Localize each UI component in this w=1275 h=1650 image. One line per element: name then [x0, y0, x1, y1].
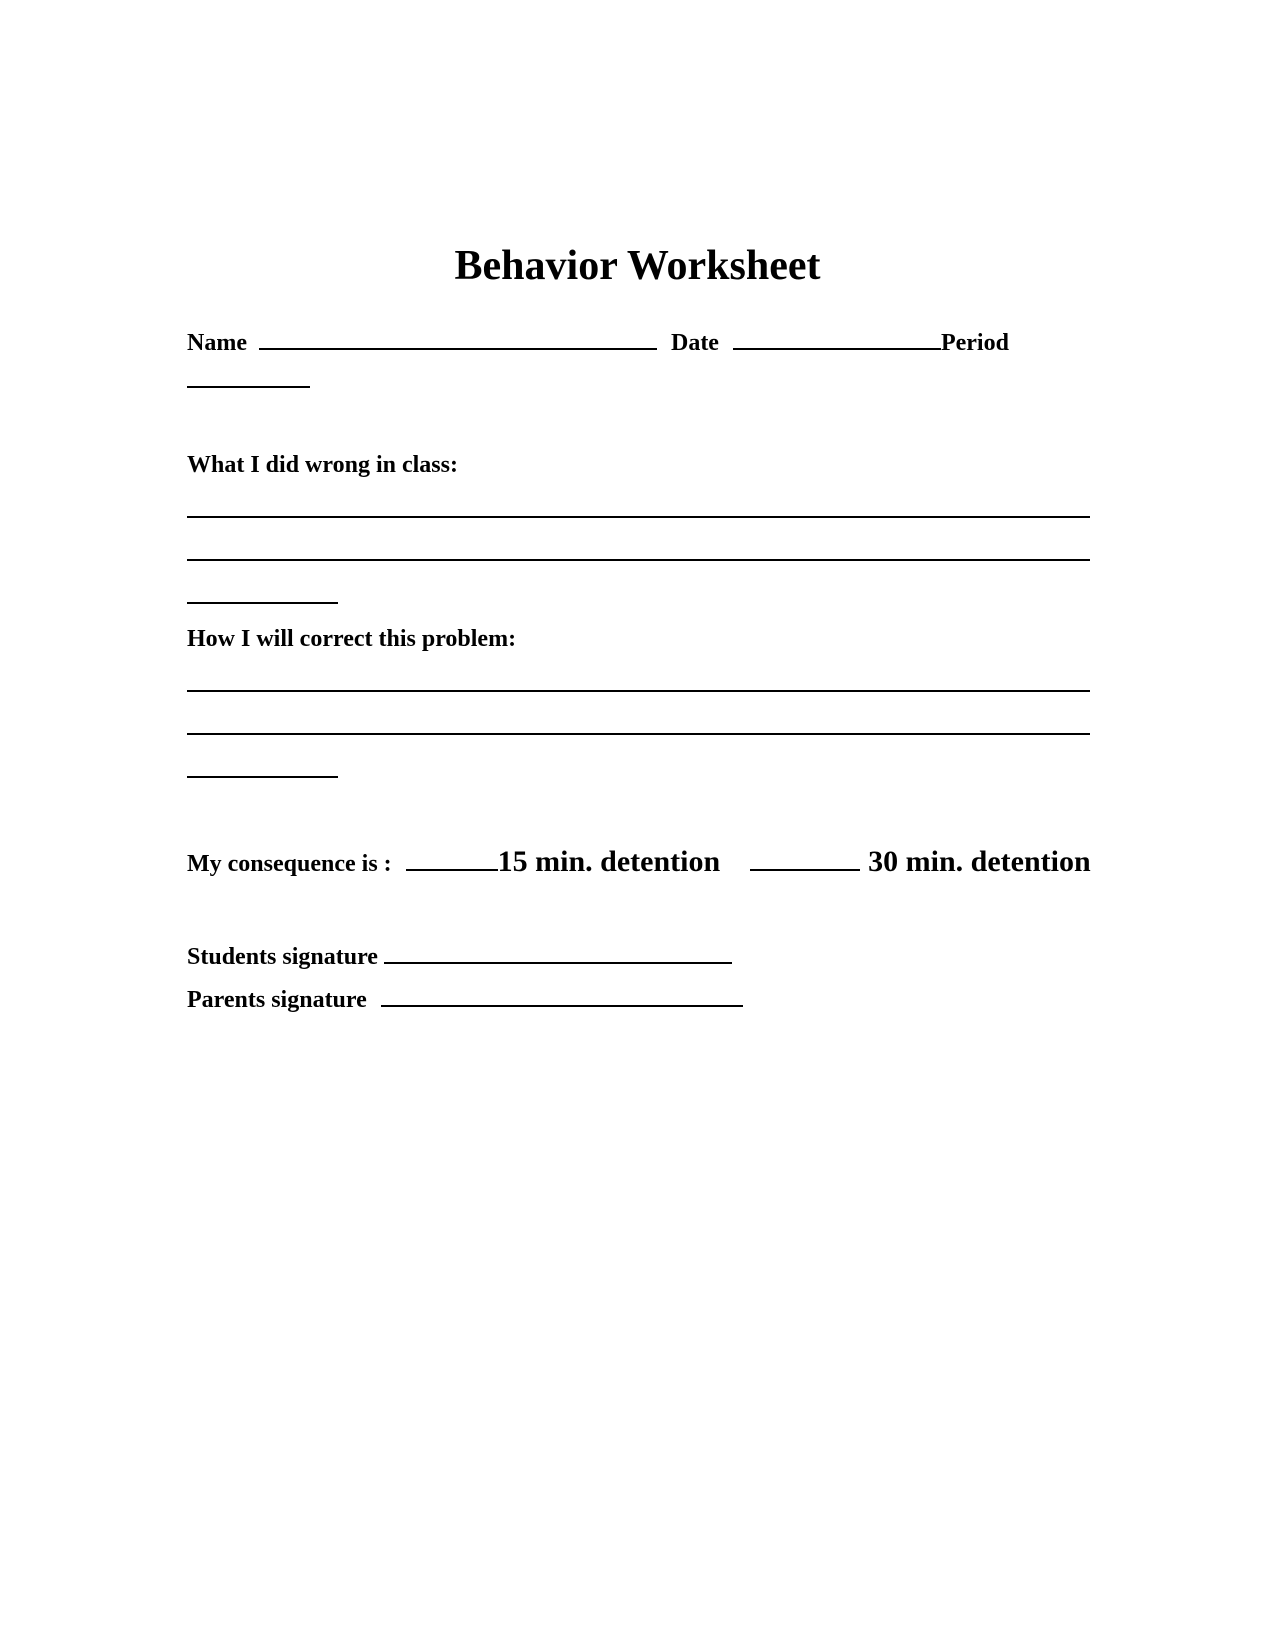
period-field[interactable]	[187, 386, 310, 388]
name-field[interactable]	[259, 326, 657, 350]
wrong-answer-line-3[interactable]	[187, 602, 338, 604]
consequence-label: My consequence is :	[187, 851, 392, 877]
consequence-15-checkbox[interactable]	[406, 842, 498, 871]
header-row	[187, 326, 1009, 355]
parent-signature-label: Parents signature	[187, 987, 367, 1013]
consequence-30-checkbox[interactable]	[750, 842, 860, 871]
student-signature-label: Students signature	[187, 944, 378, 970]
correct-answer-line-1[interactable]	[187, 690, 1090, 692]
parent-signature-row	[187, 983, 743, 1012]
correct-answer-line-3[interactable]	[187, 776, 338, 778]
consequence-row	[187, 842, 1091, 877]
parent-signature-field[interactable]	[381, 983, 743, 1007]
date-label: Date	[670, 330, 719, 356]
worksheet-title: Behavior Worksheet	[454, 243, 821, 289]
correct-section-label: How I will correct this problem:	[187, 626, 517, 652]
wrong-section-label: What I did wrong in class:	[187, 452, 458, 478]
consequence-15-label: 15 min. detention	[497, 845, 721, 878]
date-field[interactable]	[733, 326, 941, 350]
wrong-answer-line-2[interactable]	[187, 559, 1090, 561]
correct-answer-line-2[interactable]	[187, 733, 1090, 735]
student-signature-field[interactable]	[384, 940, 732, 964]
wrong-answer-line-1[interactable]	[187, 516, 1090, 518]
student-signature-row	[187, 940, 732, 969]
consequence-30-label: 30 min. detention	[868, 845, 1091, 878]
period-label: Period	[940, 330, 1009, 356]
name-label: Name	[187, 330, 247, 356]
